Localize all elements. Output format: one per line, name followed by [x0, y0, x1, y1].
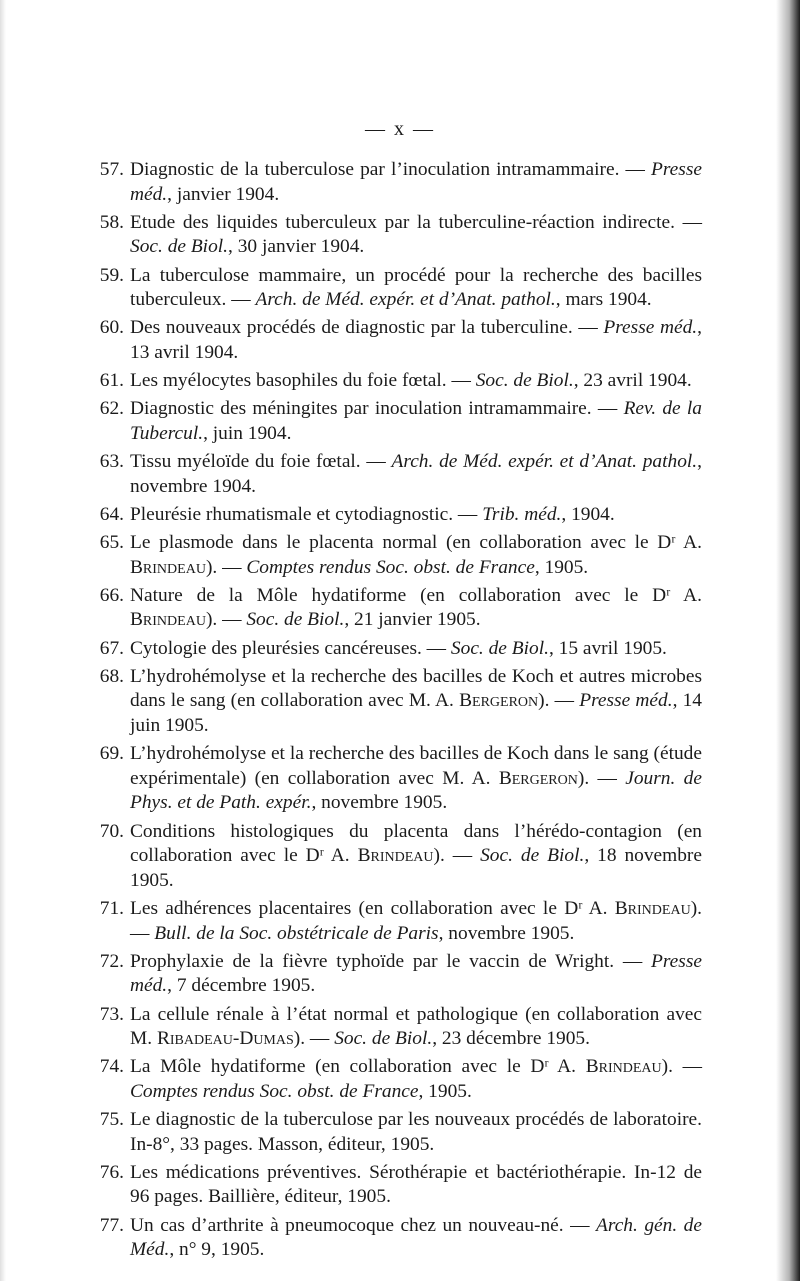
entry-number: 74.: [99, 1056, 124, 1078]
author-name: Brindeau: [130, 556, 206, 578]
entry-text: [130, 212, 702, 258]
bibliography-entry: [92, 531, 702, 580]
entry-text-segment: ). —: [293, 1028, 335, 1050]
bibliography-entry: [92, 264, 702, 313]
bibliography-entry: [92, 897, 702, 946]
entry-text-segment: , 23 décembre 1905.: [432, 1028, 590, 1050]
journal-title: Arch. de Méd. expér. et d’Anat. pathol.: [255, 289, 556, 311]
entry-text-segment: , novembre 1905.: [311, 792, 448, 814]
entry-text: [130, 743, 702, 813]
entry-number: 64.: [99, 503, 124, 525]
entry-text-segment: Pleurésie rhumatismale et cytodiagnostic. —: [130, 503, 483, 525]
entry-text-segment: , n° 9, 1905.: [169, 1239, 265, 1261]
entry-text-segment: Cytologie des pleurésies cancéreuses. —: [130, 637, 451, 659]
entry-text-segment: , 15 avril 1905.: [548, 637, 667, 659]
entry-text: [130, 666, 702, 736]
entry-number: 69.: [99, 743, 124, 765]
entry-text: [130, 451, 702, 497]
entry-number: 61.: [99, 370, 124, 392]
entry-text-segment: , mars 1904.: [555, 289, 652, 311]
entry-number: 71.: [99, 897, 124, 919]
entry-text: [130, 317, 702, 363]
entry-text-segment: , novembre 1905.: [438, 922, 575, 944]
bibliography-entry: [92, 820, 702, 894]
entry-text-segment: Le diagnostic de la tuberculose par les nouveaux procédés de laboratoire. In-8°, 33 pages. Masson, éditeur, 1905.: [130, 1109, 702, 1155]
entry-text-segment: , 14 juin 1905.: [130, 690, 702, 736]
author-name: Brindeau: [130, 609, 206, 631]
journal-title: Soc. de Biol.: [130, 236, 229, 258]
bibliography-entry: [92, 665, 702, 739]
journal-title: Presse méd.: [579, 690, 673, 712]
bibliography-entry: [92, 211, 702, 260]
entry-number: 77.: [99, 1214, 124, 1236]
entry-text-segment: Des nouveaux procédés de diagnostic par la tuberculine. —: [130, 317, 604, 339]
bibliography-entry: [92, 1161, 702, 1210]
entry-text-segment: , novembre 1904.: [130, 451, 702, 497]
journal-title: Presse méd.: [130, 159, 702, 205]
entry-text-segment: L’hydrohémolyse et la recherche des bacilles de Koch et autres microbes dans le sang (en collaboration avec M. A.: [130, 665, 702, 712]
entry-text-segment: , 13 avril 1904.: [130, 317, 702, 363]
journal-title: Arch. gén. de Méd.: [130, 1214, 702, 1261]
entry-text-segment: , 18 novembre 1905.: [130, 845, 703, 891]
entry-text-segment: La tuberculose mammaire, un procédé pour la recherche des bacilles tuberculeux. —: [130, 264, 702, 311]
author-name: Bergeron: [459, 690, 539, 712]
journal-title: Comptes rendus Soc. obst. de France: [246, 556, 535, 578]
journal-title: Comptes rendus Soc. obst. de France: [130, 1080, 419, 1102]
journal-title: Soc. de Biol.: [480, 845, 585, 867]
bibliography-entry: [92, 316, 702, 365]
entry-text-segment: ). —: [538, 690, 580, 712]
entry-number: 76.: [99, 1161, 124, 1183]
journal-title: Journ. de Phys. et de Path. expér.: [130, 767, 702, 814]
entry-text: [130, 532, 702, 578]
entry-text: [130, 1056, 702, 1102]
entry-text-segment: Diagnostic de la tuberculose par l’inoculation intramammaire. —: [130, 159, 652, 180]
entry-text-segment: Diagnostic des méningites par inoculation intramammaire. —: [130, 398, 624, 420]
entry-number: 73.: [99, 1003, 124, 1025]
author-name: Brindeau: [614, 897, 691, 919]
page-shadow-right: [776, 0, 800, 1281]
bibliography-entry: [92, 369, 702, 394]
entry-text-segment: Nature de la Môle hydatiforme (en collaboration avec le Dʳ A.: [130, 584, 702, 606]
entry-text: [130, 638, 667, 659]
journal-title: Trib. méd.: [482, 503, 562, 525]
entry-text: [130, 1109, 702, 1155]
entry-text-segment: Les médications préventives. Sérothérapie et bactériothérapie. In-12 de 96 pages. Baillière, éditeur, 1905.: [130, 1161, 702, 1208]
entry-text: [130, 1004, 702, 1050]
entry-text-segment: ). —: [433, 845, 481, 867]
entry-text: [130, 370, 692, 391]
journal-title: Bull. de la Soc. obstétricale de Paris: [154, 922, 439, 944]
entry-number: 59.: [99, 264, 124, 286]
entry-text-segment: ). —: [661, 1056, 702, 1078]
bibliography-entry: [92, 1214, 702, 1263]
journal-title: Rev. de la Tubercul.: [130, 398, 702, 444]
entry-number: 67.: [99, 637, 124, 659]
entry-text-segment: , 1905.: [534, 556, 589, 578]
entry-text-segment: Conditions histologiques du placenta dans l’hérédo-contagion (en collaboration avec le Dʳ A.: [130, 820, 702, 867]
author-name: Brindeau: [357, 845, 434, 867]
entry-text-segment: L’hydrohémolyse et la recherche des bacilles de Koch dans le sang (étude expérimentale) (en collaboration avec M. A.: [130, 743, 702, 789]
entry-number: 57.: [99, 159, 124, 180]
journal-title: Soc. de Biol.: [334, 1028, 433, 1050]
entry-text: [130, 159, 702, 205]
entry-text: [130, 504, 615, 525]
bibliography-entry: [92, 397, 702, 446]
page-shadow-left: [0, 0, 6, 1281]
entry-text-segment: Les myélocytes basophiles du foie fœtal. —: [130, 370, 476, 392]
bibliography-entry: [92, 450, 702, 499]
entry-number: 68.: [99, 665, 124, 687]
entry-text: [130, 265, 702, 311]
entry-number: 70.: [99, 820, 124, 842]
entry-text-segment: , juin 1904.: [203, 422, 292, 444]
entry-number: 65.: [99, 532, 124, 554]
entry-text-segment: , 7 décembre 1905.: [167, 975, 316, 997]
author-name: Ribadeau-Dumas: [156, 1028, 294, 1050]
entry-text: [130, 585, 702, 631]
author-name: Bergeron: [498, 767, 578, 789]
entry-text-segment: , 23 avril 1904.: [573, 370, 692, 392]
entry-number: 75.: [99, 1109, 124, 1131]
bibliography-entry: [92, 503, 702, 528]
journal-title: Soc. de Biol.: [450, 637, 549, 659]
bibliography-entry: [92, 584, 702, 633]
entry-number: 63.: [99, 451, 124, 473]
entry-text-segment: Les adhérences placentaires (en collaboration avec le Dʳ A.: [130, 897, 615, 919]
bibliography-list: [92, 158, 702, 1266]
bibliography-entry: [92, 742, 702, 816]
entry-text-segment: Tissu myéloïde du foie fœtal. —: [130, 451, 392, 473]
journal-title: Presse méd.: [603, 317, 698, 339]
entry-number: 58.: [99, 211, 124, 233]
entry-text-segment: , janvier 1904.: [167, 183, 280, 205]
entry-number: 60.: [99, 317, 124, 339]
entry-number: 62.: [99, 398, 124, 420]
entry-text-segment: ). —: [205, 609, 247, 631]
entry-text: [130, 1215, 702, 1261]
entry-text: [130, 821, 702, 891]
entry-text-segment: ). —: [205, 556, 247, 578]
bibliography-entry: [92, 1108, 702, 1157]
entry-text-segment: ). —: [577, 767, 626, 789]
entry-number: 66.: [99, 584, 124, 606]
journal-title: Presse méd.: [130, 950, 702, 997]
entry-number: 72.: [99, 950, 124, 972]
entry-text: [130, 951, 702, 997]
bibliography-entry: [92, 1003, 702, 1052]
entry-text-segment: La Môle hydatiforme (en collaboration avec le Dʳ A.: [130, 1056, 586, 1078]
bibliography-entry: [92, 1055, 702, 1104]
page-folio: — x —: [365, 118, 435, 140]
entry-text-segment: , 30 janvier 1904.: [228, 236, 365, 258]
entry-text-segment: Un cas d’arthrite à pneumocoque chez un nouveau-né. —: [130, 1214, 597, 1236]
journal-title: Arch. de Méd. expér. et d’Anat. pathol.: [391, 451, 698, 473]
entry-text-segment: , 1905.: [418, 1080, 472, 1102]
entry-text-segment: La cellule rénale à l’état normal et pathologique (en collaboration avec M.: [130, 1003, 702, 1050]
entry-text: [130, 1162, 702, 1208]
author-name: Brindeau: [585, 1056, 662, 1078]
entry-text: [130, 398, 702, 444]
bibliography-entry: [92, 637, 702, 662]
bibliography-entry: [92, 950, 702, 999]
entry-text-segment: ). —: [130, 897, 702, 944]
journal-title: Soc. de Biol.: [246, 609, 345, 631]
bibliography-entry: [92, 158, 702, 207]
entry-text-segment: Le plasmode dans le placenta normal (en collaboration avec le Dʳ A.: [130, 532, 702, 554]
entry-text-segment: , 1904.: [561, 503, 615, 525]
entry-text: [130, 898, 702, 944]
journal-title: Soc. de Biol.: [475, 370, 574, 392]
entry-text-segment: Etude des liquides tuberculeux par la tuberculine-réaction indirecte. —: [130, 211, 702, 233]
entry-text-segment: , 21 janvier 1905.: [344, 609, 481, 631]
entry-text-segment: Prophylaxie de la fièvre typhoïde par le vaccin de Wright. —: [130, 950, 652, 972]
